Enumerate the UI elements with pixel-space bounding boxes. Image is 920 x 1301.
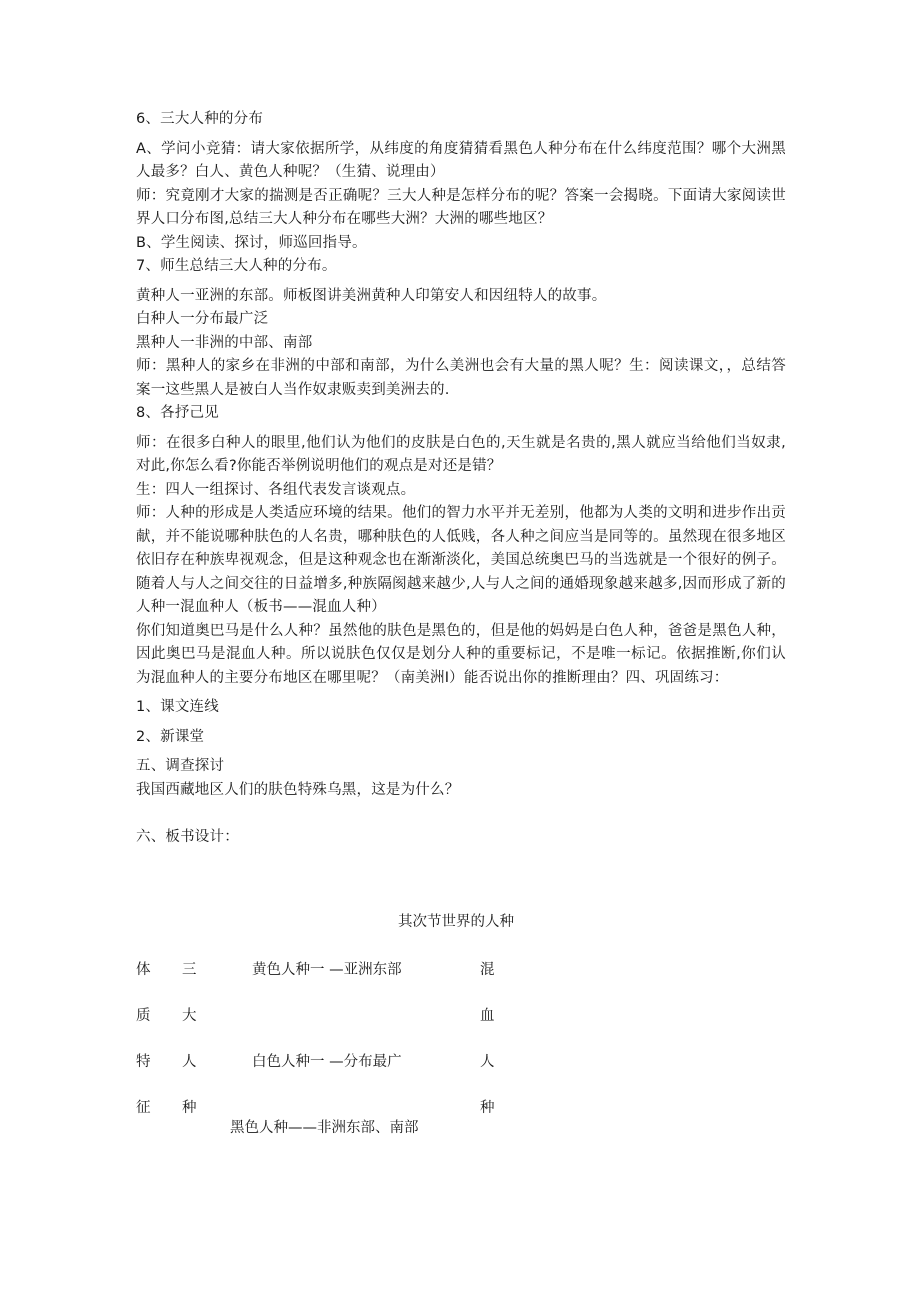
paragraph-black-race: 黑种人一非洲的中部、南部	[136, 334, 313, 351]
paragraph-quiz: A、学问小竞猜：请大家依据所学，从纬度的角度猜猜看黑色人种分布在什么纬度范围？哪个大洲黑人最多？白人、黄色人种呢？（生猜、说理由）	[136, 140, 786, 180]
board-col1-cell: 体	[136, 962, 151, 978]
section-heading-8: 8、各抒己见	[136, 405, 219, 421]
section-heading-5: 五、调查探讨	[136, 758, 225, 774]
list-item-2: 2、新课堂	[136, 728, 205, 745]
board-col1-cell: 征	[136, 1100, 151, 1116]
document-body	[136, 108, 786, 850]
paragraph-teacher-opinion: 师：在很多白种人的眼里,他们认为他们的皮肤是白色的,天生就是名贵的,黑人就应当给他们当奴隶,对此,你怎么看?你能否举例说明他们的观点是对还是错？	[136, 434, 786, 474]
board-col1-cell: 质	[136, 1008, 151, 1024]
board-col2-cell: 人	[182, 1054, 197, 1070]
paragraph-white-race: 白种人一分布最广泛	[136, 311, 269, 327]
board-col2-cell: 三	[182, 962, 197, 978]
section-heading-7: 7、师生总结三大人种的分布。	[136, 258, 337, 274]
section-heading-6-board: 六、板书设计：	[136, 829, 239, 845]
board-col2-cell: 大	[182, 1008, 197, 1024]
board-design	[136, 912, 786, 1142]
paragraph-teacher-africa: 师：黑种人的家乡在非洲的中部和南部，为什么美洲也会有大量的黑人呢？生：阅读课文，，总结答案一这些黑人是被白人当作奴隶贩卖到美洲去的.	[136, 358, 786, 398]
paragraph-teacher-question: 师：究竟刚才大家的揣测是否正确呢？三大人种是怎样分布的呢？答案一会揭晓。下面请大家阅读世界人口分布图,总结三大人种分布在哪些大洲？大洲的哪些地区？	[136, 187, 786, 227]
list-item-1: 1、课文连线	[136, 699, 219, 715]
board-black-race: 黑色人种——非洲东部、南部	[230, 1120, 419, 1136]
paragraph-teacher-summary: 师：人种的形成是人类适应环境的结果。他们的智力水平并无差别，他都为人类的文明和进步作出贡献，并不能说哪种肤色的人名贵，哪种肤色的人低贱，各人种之间应当是同等的。虽然现在很多地区依旧存在种族卑视观念，但是这种观念也在渐渐淡化，美国总统奥巴马的当选就是一个很好的例子。随着人与人之间交往的日益增多,种族隔阂越来越少,人与人之间的通婚现象越来越多,因而形成了新的人种一混血种人（板书——混血人种）	[136, 505, 786, 615]
board-col4-cell: 混	[480, 962, 495, 978]
paragraph-obama: 你们知道奥巴马是什么人种？虽然他的肤色是黑色的，但是他的妈妈是白色人种，爸爸是黑色人种，因此奥巴马是混血人种。所以说肤色仅仅是划分人种的重要标记，不是唯一标记。依据推断,你们认为混血种人的主要分布地区在哪里呢？（南美洲I）能否说出你的推断理由？四、巩固练习：	[136, 622, 786, 686]
board-white-race: 白色人种一 —分布最广	[252, 1054, 402, 1070]
board-col1-cell: 特	[136, 1054, 151, 1070]
paragraph-yellow-race: 黄种人一亚洲的东部。师板图讲美洲黄种人印第安人和因纽特人的故事。	[136, 287, 607, 304]
section-heading-6: 6、三大人种的分布	[136, 111, 264, 127]
board-title: 其次节世界的人种	[398, 914, 514, 930]
board-col4-cell: 血	[480, 1008, 495, 1024]
board-col4-cell: 人	[480, 1054, 495, 1070]
board-yellow-race: 黄色人种一 —亚洲东部	[252, 962, 402, 978]
paragraph-student-discussion: 生：四人一组探讨、各组代表发言谈观点。	[136, 481, 416, 498]
board-col4-cell: 种	[480, 1100, 495, 1116]
paragraph-student-reading: B、学生阅读、探讨，师巡回指导。	[136, 234, 367, 251]
board-col2-cell: 种	[182, 1100, 197, 1116]
paragraph-tibet: 我国西藏地区人们的肤色特殊乌黑，这是为什么？	[136, 781, 460, 798]
